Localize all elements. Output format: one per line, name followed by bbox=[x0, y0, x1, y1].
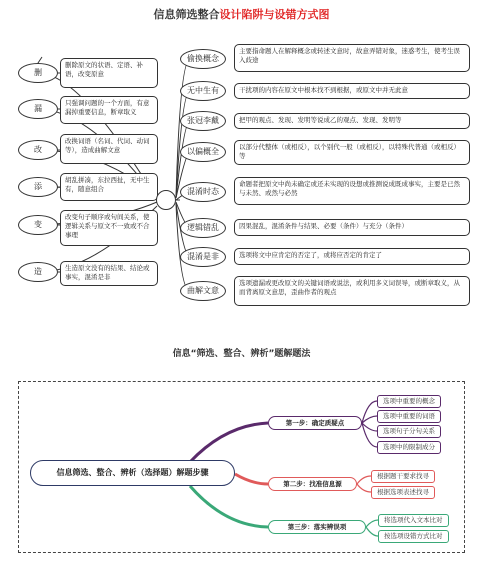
leaf-step1-words: 选项中重要的词语 bbox=[377, 410, 441, 423]
right-desc-qujie: 选项遗漏或更改原文的关键词语或说法，或利用多义词误导，或断章取义，从而背离原文意思，歪曲作者的观点 bbox=[234, 276, 470, 306]
right-node-touhuan: 偷换概念 bbox=[180, 49, 226, 69]
branch-step2 bbox=[235, 474, 268, 484]
left-node-gai: 改 bbox=[18, 140, 58, 160]
left-desc-shan: 删除原文的状语、定语、补语，改变原意 bbox=[60, 58, 158, 88]
leaf-step1-concept: 选项中重要的概念 bbox=[377, 395, 441, 408]
left-desc-gai: 改换词语（名词、代词、动词等），造成曲解文意 bbox=[60, 134, 158, 164]
leaves-step3-lines bbox=[366, 520, 378, 536]
right-desc-shifei: 选项将文中应肯定的否定了，或将应否定的肯定了 bbox=[234, 248, 470, 265]
right-node-qujie: 曲解文意 bbox=[180, 281, 226, 301]
right-node-zhangguan: 张冠李戴 bbox=[180, 111, 226, 131]
right-desc-wuzhong: 干扰项的内容在原文中根本找不到根据，或原文中并无此意 bbox=[234, 83, 470, 99]
right-desc-shitai: 命题者把原文中尚未确定或还未实现的设想或推测说成既成事实，主要是已然与未然、或然与必然 bbox=[234, 177, 470, 205]
right-node-luoji: 逻辑错乱 bbox=[180, 218, 226, 238]
right-desc-zhangguan: 把甲的观点、发现、发明等说成乙的观点、发现、发明等 bbox=[234, 113, 470, 129]
leaf-step2-option: 根据选项表述找寻 bbox=[371, 486, 435, 499]
mindmap-root: 信息筛选、整合、辨析（选择题）解题步骤 bbox=[30, 460, 235, 486]
left-desc-tian: 胡乱拼凑，东拉西扯，无中生有，随意组合 bbox=[60, 173, 158, 201]
section-title: 信息“筛选、整合、辨析”题解题法 bbox=[172, 349, 311, 359]
leaves-step2-lines bbox=[357, 476, 371, 492]
right-desc-luoji: 因果混乱，混淆条件与结果、必要（条件）与充分（条件） bbox=[234, 219, 470, 236]
step-3: 第三步：落实辨误项 bbox=[268, 520, 366, 534]
right-desc-touhuan: 主要指命题人在解释概念或转述文意时，故意弄错对象，迷惑考生，使考生误入歧途 bbox=[234, 44, 470, 72]
right-node-wuzhong: 无中生有 bbox=[180, 81, 226, 101]
step-2: 第二步：找准信息源 bbox=[268, 477, 357, 491]
leaf-step2-question: 根据题干要求找寻 bbox=[371, 470, 435, 483]
leaves-step1-lines bbox=[362, 401, 377, 447]
branch-step3 bbox=[190, 486, 268, 527]
leaf-step1-limit: 选项中的限制成分 bbox=[377, 441, 441, 454]
left-node-bian: 变 bbox=[18, 215, 58, 235]
left-node-tian: 添 bbox=[18, 177, 58, 197]
left-node-zao: 造 bbox=[18, 262, 58, 282]
leaf-step3-text: 将选项代入文本比对 bbox=[378, 514, 449, 527]
leaf-step3-error: 按选项设错方式比对 bbox=[378, 530, 449, 543]
right-node-yipian: 以偏概全 bbox=[180, 142, 226, 162]
right-desc-yipian: 以部分代整体（或相反），以个别代一般（或相反），以特殊代普通（或相反）等 bbox=[234, 140, 470, 165]
left-desc-bian: 改变句子顺序或句间关系，使逻辑关系与原文不一致或不合事理 bbox=[60, 210, 158, 246]
right-node-shitai: 混淆时态 bbox=[180, 182, 226, 202]
left-desc-lou: 只强调问题的一个方面，有意漏掉重要信息，断章取义 bbox=[60, 96, 158, 124]
left-node-shan: 删 bbox=[18, 63, 58, 83]
left-desc-zao: 生造原文没有的结果、结论或事实，混淆是非 bbox=[60, 261, 158, 286]
step-1: 第一步：确定质疑点 bbox=[268, 416, 362, 430]
leaf-step1-clause: 选项句子分句关系 bbox=[377, 425, 441, 438]
right-node-shifei: 混淆是非 bbox=[180, 247, 226, 267]
title-highlight: 设计陷阱与设错方式图 bbox=[219, 8, 330, 21]
branch-step1 bbox=[190, 423, 268, 462]
title-prefix: 信息筛选整合 bbox=[153, 8, 220, 21]
left-node-lou: 漏 bbox=[18, 99, 58, 119]
